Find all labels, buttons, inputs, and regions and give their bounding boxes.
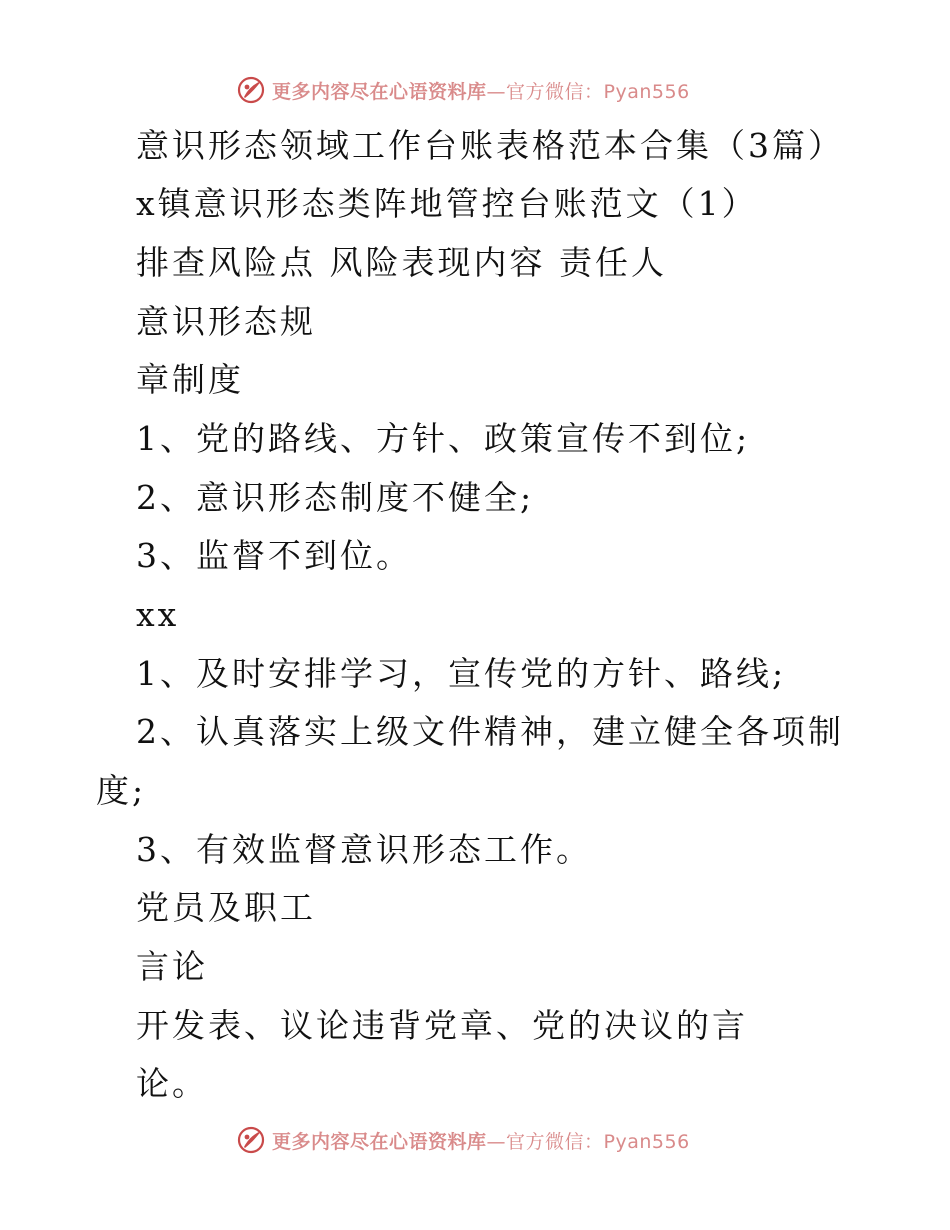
quill-logo-icon bbox=[236, 75, 266, 105]
list-item: 3、有效监督意识形态工作。 bbox=[136, 830, 592, 869]
table-header-line: 排查风险点 风险表现内容 责任人 bbox=[136, 243, 667, 282]
paragraph-line: 意识形态规 bbox=[136, 302, 316, 341]
document-title: 意识形态领域工作台账表格范本合集（3篇） bbox=[136, 126, 844, 165]
paragraph-line: 言论 bbox=[136, 947, 208, 986]
paragraph-line: 章制度 bbox=[136, 360, 244, 399]
list-item: 3、监督不到位。 bbox=[136, 536, 412, 575]
header-banner bbox=[236, 72, 690, 108]
list-item: 2、认真落实上级文件精神，建立健全各项制 bbox=[136, 712, 844, 751]
list-item: 1、党的路线、方针、政策宣传不到位; bbox=[136, 419, 751, 458]
list-item: 2、意识形态制度不健全; bbox=[136, 478, 535, 517]
banner-text: 更多内容尽在心语资料库—官方微信：Pyan556 bbox=[272, 1130, 690, 1153]
list-item: 1、及时安排学习，宣传党的方针、路线; bbox=[136, 654, 787, 693]
paragraph-line: 党员及职工 bbox=[136, 888, 316, 927]
banner-text: 更多内容尽在心语资料库—官方微信：Pyan556 bbox=[272, 80, 690, 103]
paragraph-line: 开发表、议论违背党章、党的决议的言 bbox=[136, 1006, 748, 1045]
quill-logo-icon bbox=[236, 1125, 266, 1155]
footer-banner bbox=[236, 1122, 690, 1158]
list-item-continuation: 度; bbox=[96, 771, 147, 810]
paragraph-line: xx bbox=[136, 595, 180, 634]
paragraph-line: 论。 bbox=[136, 1064, 208, 1103]
document-subtitle: x镇意识形态类阵地管控台账范文（1） bbox=[136, 184, 758, 223]
